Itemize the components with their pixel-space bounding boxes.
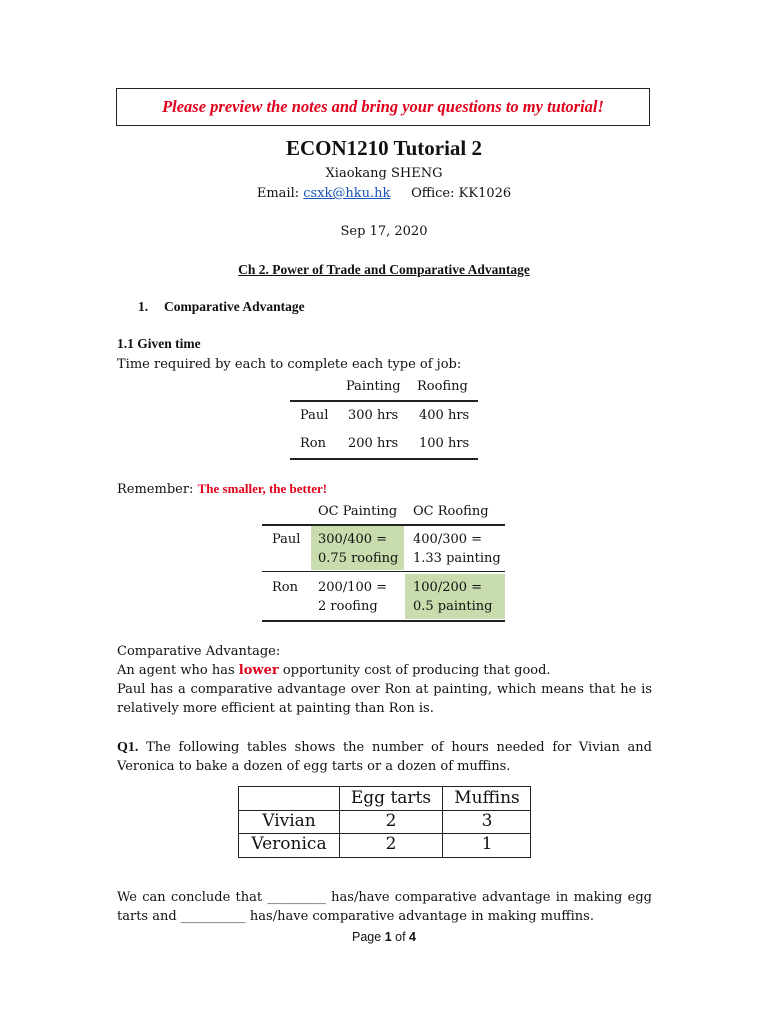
ca-label: Comparative Advantage: [117, 644, 281, 659]
cell-oc-roofing: 1.33 painting [413, 551, 501, 566]
table-rule [290, 458, 478, 460]
cell-painting: 300 hrs [348, 408, 399, 423]
chapter-title: Ch 2. Power of Trade and Comparative Advantage [238, 262, 530, 277]
section-title: Comparative Advantage [164, 299, 305, 314]
cell-oc-painting: 300/400 = [318, 532, 388, 547]
office-value: KK1026 [458, 186, 512, 201]
q1-conclusion: We can conclude that _________ has/have comparative advantage in making egg tarts and __________ has/have comparative advantage in making muffins. [117, 890, 652, 924]
email-label: Email: [256, 186, 300, 201]
cell-egg-tarts: 2 [385, 811, 397, 831]
row-name: Ron [272, 580, 298, 595]
cell-roofing: 100 hrs [419, 436, 470, 451]
q1-table [238, 786, 531, 858]
chapter-heading [0, 262, 768, 278]
ca-definition [117, 661, 551, 680]
time-table [290, 373, 478, 460]
footer-of-label: of [395, 930, 406, 944]
office-label: Office: [411, 186, 455, 201]
header-muffins: Muffins [454, 788, 520, 808]
header-painting: Painting [346, 379, 401, 394]
cell-oc-painting: 200/100 = [318, 580, 388, 595]
remember-label: Remember: [117, 482, 194, 497]
contact-line [0, 186, 768, 201]
remember-line [117, 479, 327, 499]
cell-egg-tarts: 2 [385, 834, 397, 854]
row-name: Vivian [262, 811, 316, 831]
header-egg-tarts: Egg tarts [350, 788, 432, 808]
ca-def-emphasis: lower [238, 663, 279, 678]
table-row [290, 430, 478, 458]
oc-table [262, 500, 505, 622]
row-name: Ron [300, 436, 326, 451]
notice-text: Please preview the notes and bring your questions to my tutorial! [162, 97, 604, 116]
row-name: Paul [300, 408, 329, 423]
cell-oc-painting: 2 roofing [318, 599, 378, 614]
cell-muffins: 3 [481, 811, 493, 831]
cell-oc-roofing: 400/300 = [413, 532, 483, 547]
table-rule [262, 571, 505, 572]
q1-text: The following tables shows the number of hours needed for Vivian and Veronica to bake a dozen of egg tarts or a dozen of muffins. [117, 740, 652, 774]
subsection-heading: 1.1 Given time [117, 336, 201, 351]
cell-painting: 200 hrs [348, 436, 399, 451]
header-oc-roofing: OC Roofing [413, 504, 489, 519]
remember-emphasis: The smaller, the better! [197, 481, 328, 496]
page-title: ECON1210 Tutorial 2 [285, 136, 483, 160]
footer-page-number: 1 [384, 930, 392, 944]
row-name: Paul [272, 532, 301, 547]
table-header-row [290, 373, 478, 400]
page-footer [0, 930, 768, 944]
section-number: 1. [138, 299, 149, 314]
cell-roofing: 400 hrs [419, 408, 470, 423]
table-rule [262, 620, 505, 622]
header-roofing: Roofing [417, 379, 468, 394]
cell-oc-painting: 0.75 roofing [318, 551, 399, 566]
q1-question [117, 738, 652, 776]
footer-page-total: 4 [409, 930, 416, 944]
q1-label: Q1. [117, 740, 139, 755]
time-intro: Time required by each to complete each type of job: [117, 357, 462, 372]
footer-page-label: Page [352, 930, 382, 944]
date: Sep 17, 2020 [340, 224, 428, 239]
author: Xiaokang SHENG [325, 166, 443, 181]
ca-def-pre: An agent who has [117, 663, 235, 678]
email-link[interactable]: csxk@hku.hk [303, 186, 391, 201]
table-row [290, 402, 478, 430]
cell-muffins: 1 [481, 834, 493, 854]
row-name: Veronica [251, 834, 327, 854]
header-oc-painting: OC Painting [318, 504, 398, 519]
ca-def-post: opportunity cost of producing that good. [282, 663, 551, 678]
ca-example: Paul has a comparative advantage over Ron at painting, which means that he is relatively more efficient at painting than Ron is. [117, 682, 652, 716]
cell-oc-roofing: 0.5 painting [413, 599, 493, 614]
section-heading [138, 299, 305, 315]
notice-box [116, 88, 650, 126]
cell-oc-roofing: 100/200 = [413, 580, 483, 595]
